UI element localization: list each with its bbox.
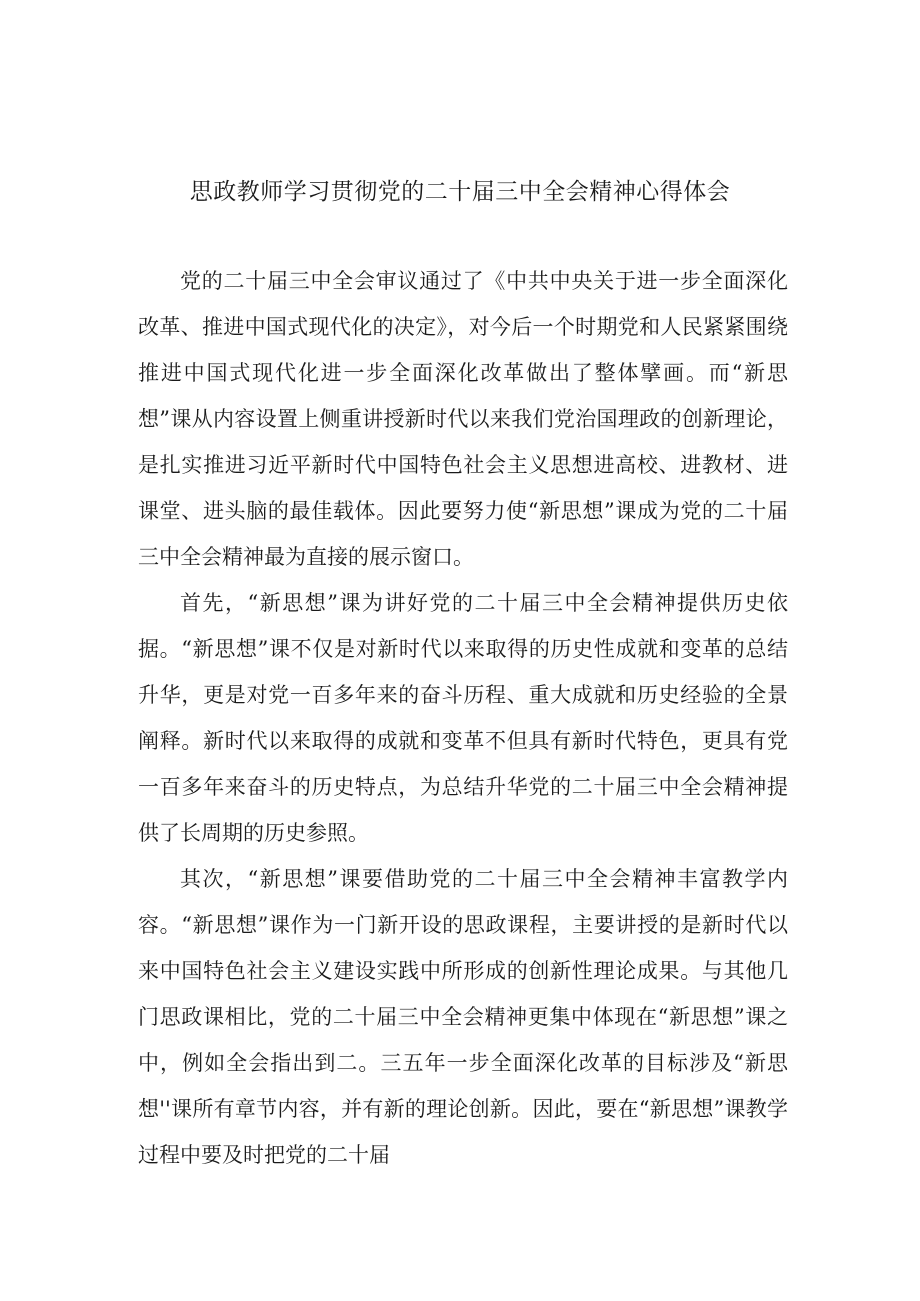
paragraph-2: 首先，“新思想”课为讲好党的二十届三中全会精神提供历史依据。“新思想”课不仅是对新时代以来取得的历史性成就和变革的总结升华，更是对党一百多年来的奋斗历程、重大成就和历史经验的全景阐释。新时代以来取得的成就和变革不但具有新时代特色，更具有党一百多年来奋斗的历史特点，为总结升华党的二十届三中全会精神提供了长周期的历史参照。 — [138, 591, 788, 845]
document-body — [138, 258, 788, 1178]
paragraph-1: 党的二十届三中全会审议通过了《中共中央关于进一步全面深化改革、推进中国式现代化的决定》，对今后一个时期党和人民紧紧围绕推进中国式现代化进一步全面深化改革做出了整体擘画。而“新思想”课从内容设置上侧重讲授新时代以来我们党治国理政的创新理论，是扎实推进习近平新时代中国特色社会主义思想进高校、进教材、进课堂、进头脑的最佳载体。因此要努力使“新思想”课成为党的二十届三中全会精神最为直接的展示窗口。 — [138, 269, 788, 569]
paragraph-3: 其次，“新思想”课要借助党的二十届三中全会精神丰富教学内容。“新思想”课作为一门新开设的思政课程，主要讲授的是新时代以来中国特色社会主义建设实践中所形成的创新性理论成果。与其他几门思政课相比，党的二十届三中全会精神更集中体现在“新思想”课之中，例如全会指出到二。三五年一步全面深化改革的目标涉及“新思想''课所有章节内容，并有新的理论创新。因此，要在“新思想”课教学过程中要及时把党的二十届 — [138, 867, 788, 1167]
document-title: 思政教师学习贯彻党的二十届三中全会精神心得体会 — [189, 179, 731, 205]
